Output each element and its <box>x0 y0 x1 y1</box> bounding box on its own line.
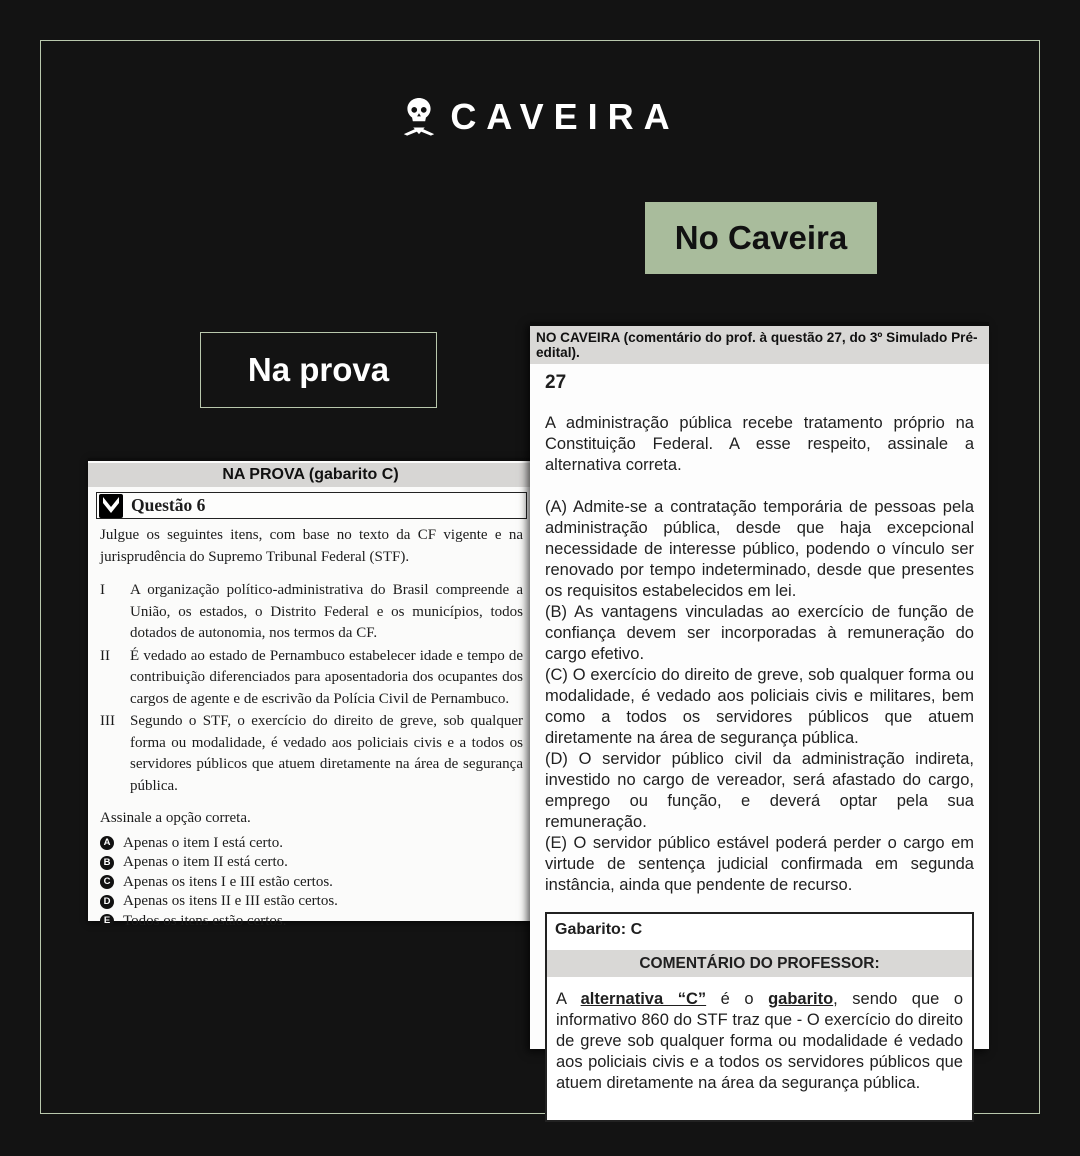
alternative-d: (D) O servidor público civil da administração indireta, investido no cargo de vereador, será afastado do cargo, emprego ou função, e deverá optar pela sua remuneração. <box>545 750 974 831</box>
item-numeral: II <box>100 647 110 664</box>
option-text: Todos os itens estão certos. <box>123 912 287 929</box>
comment-part-2: é o <box>706 990 769 1008</box>
list-item <box>100 711 523 797</box>
option-b-row <box>100 853 523 873</box>
question-27-number: 27 <box>545 372 567 393</box>
option-text: Apenas o item II está certo. <box>123 854 288 870</box>
list-item <box>100 580 523 645</box>
option-e-row <box>100 912 523 932</box>
na-prova-document-header: NA PROVA (gabarito C) <box>88 463 533 487</box>
option-text: Apenas o item I está certo. <box>123 834 283 851</box>
no-caveira-label: No Caveira <box>674 219 848 256</box>
na-prova-badge <box>200 332 437 408</box>
no-caveira-document <box>530 322 989 1092</box>
caveira-mini-icon <box>99 494 123 518</box>
professor-comment-header: COMENTÁRIO DO PROFESSOR: <box>547 950 972 977</box>
option-text: Apenas os itens I e III estão certos. <box>123 873 333 890</box>
no-caveira-document-header: NO CAVEIRA (comentário do prof. à questão 27, do 3º Simulado Pré-edital). <box>530 326 989 364</box>
option-letter-badge: A <box>100 836 114 850</box>
na-prova-document <box>88 458 533 929</box>
alternative-b: (B) As vantagens vinculadas ao exercício de função de confiança devem ser incorporadas à remuneração do cargo efetivo. <box>545 603 974 663</box>
comment-part-1: A <box>556 990 581 1008</box>
item-numeral: I <box>100 582 105 598</box>
answer-key: Gabarito: C <box>555 921 643 938</box>
option-text: Apenas os itens II e III estão certos. <box>123 893 338 909</box>
item-numeral: III <box>100 713 115 729</box>
option-letter-badge: C <box>100 875 114 889</box>
item-text: Segundo o STF, o exercício do direito de greve, sob qualquer forma ou modalidade, é vedado aos policiais civis e a todos os servidores públicos que atuem diretamente na área de segurança pública. <box>130 713 523 794</box>
comment-highlight-alternativa: alternativa “C” <box>580 990 707 1008</box>
brand-logo <box>0 96 1080 138</box>
question-6-title: Questão 6 <box>131 495 206 515</box>
question-6-body <box>88 523 533 931</box>
alternative-c: (C) O exercício do direito de greve, sob qualquer forma ou modalidade, é vedado aos policiais civis e militares, bem como a todos os servidores públicos que atuem diretamente na área de segurança pública. <box>545 666 974 747</box>
no-caveira-badge <box>645 202 877 274</box>
comment-highlight-gabarito: gabarito <box>768 990 834 1008</box>
na-prova-label: Na prova <box>247 351 390 388</box>
option-d-row <box>100 892 523 912</box>
alternative-e: (E) O servidor público estável poderá perder o cargo em virtude de sentença judicial confirmada em segunda instância, ainda que pendente de recurso. <box>545 834 974 894</box>
question-6-prompt: Assinale a opção correta. <box>100 810 251 826</box>
professor-comment <box>547 977 972 1120</box>
list-item <box>100 646 523 711</box>
option-c-row <box>100 873 523 893</box>
comment-part-3: , sendo que o informativo 860 do STF traz que - O exercício do direito de greve sob qualquer forma ou modalidade é vedado aos policiais civis e a todos os servidores públicos que atuem diretamente na área da segurança pública. <box>556 990 964 1092</box>
item-text: A organização político-administrativa do Brasil compreende a União, os estados, o Distrito Federal e os municípios, todos dotados de autonomia, nos termos da CF. <box>130 582 523 641</box>
question-6-header <box>96 492 527 519</box>
option-letter-badge: B <box>100 856 114 870</box>
option-letter-badge: D <box>100 895 114 909</box>
alternative-a: (A) Admite-se a contratação temporária de pessoas pela administração pública, desde que haja excepcional necessidade de interesse público, podendo o vínculo ser renovado por tempo indeterminado, desde que presentes os requisitos estabelecidos em lei. <box>545 498 974 600</box>
option-letter-badge: E <box>100 914 114 928</box>
item-text: É vedado ao estado de Pernambuco estabelecer idade e tempo de contribuição diferenciados para aposentadoria dos ocupantes dos cargos de agente e de escrivão da Polícia Civil de Pernambuco. <box>130 647 523 707</box>
skull-book-icon <box>400 96 438 138</box>
answer-key-box <box>545 912 974 1122</box>
question-27-body <box>530 364 989 1122</box>
question-6-intro: Julgue os seguintes itens, com base no texto da CF vigente e na jurisprudência do Supremo Tribunal Federal (STF). <box>100 527 523 565</box>
question-27-intro: A administração pública recebe tratamento próprio na Constituição Federal. A esse respeito, assinale a alternativa correta. <box>545 414 974 474</box>
brand-name: CAVEIRA <box>450 96 680 137</box>
option-a-row <box>100 834 523 854</box>
